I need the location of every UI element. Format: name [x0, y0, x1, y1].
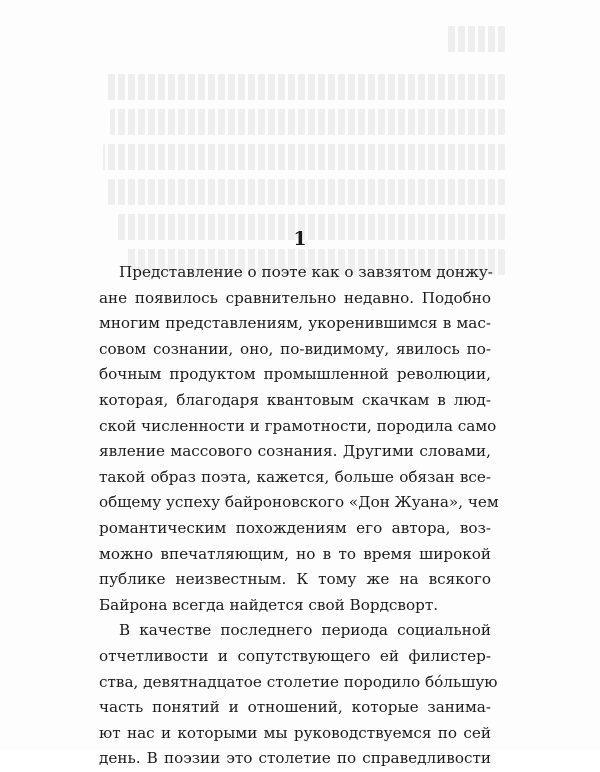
body-text [99, 260, 499, 772]
text-line: отчетливости и сопутствующего ей филистер- [99, 646, 491, 665]
paragraph-1 [99, 260, 499, 618]
paragraph-2 [99, 618, 498, 772]
text-line: бочным продуктом промышленной революции, [99, 365, 491, 384]
text-line: которая, благодаря квантовым скачкам в люд- [99, 390, 491, 409]
text-line: Байрона всегда найдется свой Вордсворт. [99, 595, 439, 614]
text-line: общему успеху байроновского «Дон Жуана», чем [99, 493, 499, 512]
text-line: ане появилось сравнительно недавно. Подобно [99, 288, 491, 307]
text-line: романтическим похождениям его автора, воз- [99, 518, 491, 537]
text-line: ют нас и которыми мы руководствуемся по сей [99, 723, 491, 742]
chapter-number: 1 [293, 228, 307, 250]
text-line: такой образ поэта, кажется, больше обязан все- [99, 467, 491, 486]
text-line: многим представлениям, укоренившимся в мас- [99, 314, 491, 333]
text-line: ской численности и грамотности, породила само [99, 416, 497, 435]
text-line: день. В поэзии это столетие по справедливости [99, 749, 491, 768]
text-line: явление массового сознания. Другими словами, [99, 442, 491, 461]
text-line: совом сознании, оно, по-видимому, явилось по- [99, 339, 491, 358]
text-line: можно впечатляющим, но в то время широкой [99, 544, 491, 563]
text-line: В качестве последнего периода социальной [119, 621, 491, 640]
text-line: часть понятий и отношений, которые занима- [99, 698, 491, 717]
text-line: ства, девятнадцатое столетие породило бóльшую [99, 672, 498, 691]
text-line: Представление о поэте как о завзятом донжу- [119, 263, 493, 281]
text-line: публике неизвестным. К тому же на всякого [99, 570, 491, 589]
